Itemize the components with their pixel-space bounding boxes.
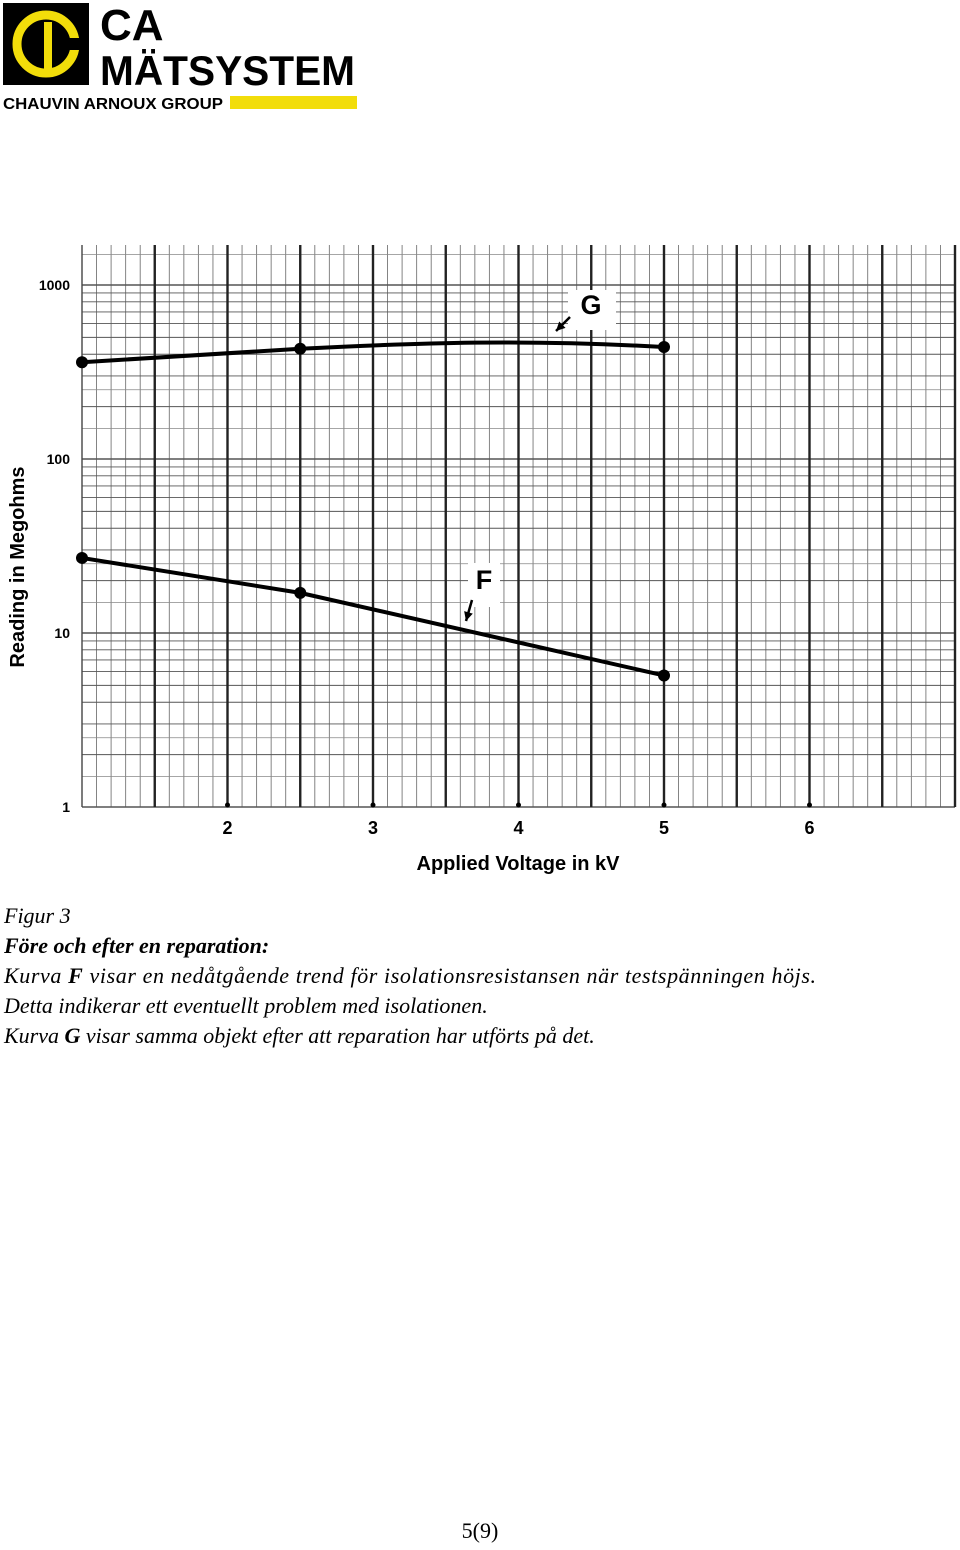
logo-mark-bar: [44, 22, 52, 72]
series-point-f: [76, 552, 88, 564]
figure-caption: [4, 901, 954, 1051]
figure-heading-text: Före och efter en reparation:: [4, 933, 270, 958]
x-tick-dot: [662, 803, 667, 808]
y-tick-label: 100: [46, 451, 70, 467]
caption-line-f: [4, 961, 954, 991]
series-point-f: [658, 669, 670, 681]
logo-line2: MÄTSYSTEM: [100, 47, 355, 94]
y-tick-label: 1000: [38, 277, 70, 293]
x-axis-ticks: [222, 803, 814, 839]
caption-line-g: [4, 1021, 954, 1051]
logo-group-name: CHAUVIN ARNOUX GROUP: [3, 96, 224, 113]
company-logo: [0, 0, 360, 115]
x-tick-label: 3: [367, 818, 379, 838]
caption-curve-f: F: [68, 963, 84, 988]
x-axis-label: Applied Voltage in kV: [416, 853, 620, 875]
annotation-label: F: [475, 565, 493, 595]
logo-line1: CA: [100, 1, 164, 50]
y-tick-label: 10: [54, 625, 70, 641]
series-point-g: [76, 356, 88, 368]
page-number: 5(9): [461, 1518, 499, 1543]
x-tick-dot: [807, 803, 812, 808]
series-point-g: [294, 343, 306, 355]
resistance-chart: [0, 235, 960, 885]
y-axis-label: Reading in Megohms: [7, 466, 29, 668]
logo-yellow-bar: [230, 96, 357, 109]
caption-line-f-post: visar en nedåtgående trend för isolationsresistansen när testspänningen höjs.: [83, 963, 817, 988]
x-tick-dot: [516, 803, 521, 808]
caption-line-f-pre: Kurva: [4, 963, 69, 988]
x-tick-label: 5: [658, 818, 670, 838]
caption-line-g-post: visar samma objekt efter att reparation har utförts på det.: [80, 1023, 595, 1048]
caption-line-g-pre: Kurva: [4, 1023, 65, 1048]
series-point-g: [658, 341, 670, 353]
y-tick-label: 1: [62, 799, 70, 815]
annotation-label: G: [580, 290, 602, 320]
curve-annotations: [464, 290, 616, 621]
figure-label: Figur 3: [4, 903, 71, 928]
x-tick-dot: [371, 803, 376, 808]
x-tick-label: 2: [222, 818, 233, 838]
x-tick-label: 6: [804, 818, 815, 838]
series-point-f: [294, 587, 306, 599]
y-axis-ticks: [39, 277, 70, 815]
caption-curve-g: G: [64, 1023, 81, 1048]
x-tick-label: 4: [513, 818, 524, 838]
caption-line-problem: Detta indikerar ett eventuellt problem med isolationen.: [4, 993, 488, 1018]
logo-mark-gap: [60, 38, 86, 50]
figure-heading: [4, 931, 954, 961]
x-tick-dot: [225, 803, 230, 808]
